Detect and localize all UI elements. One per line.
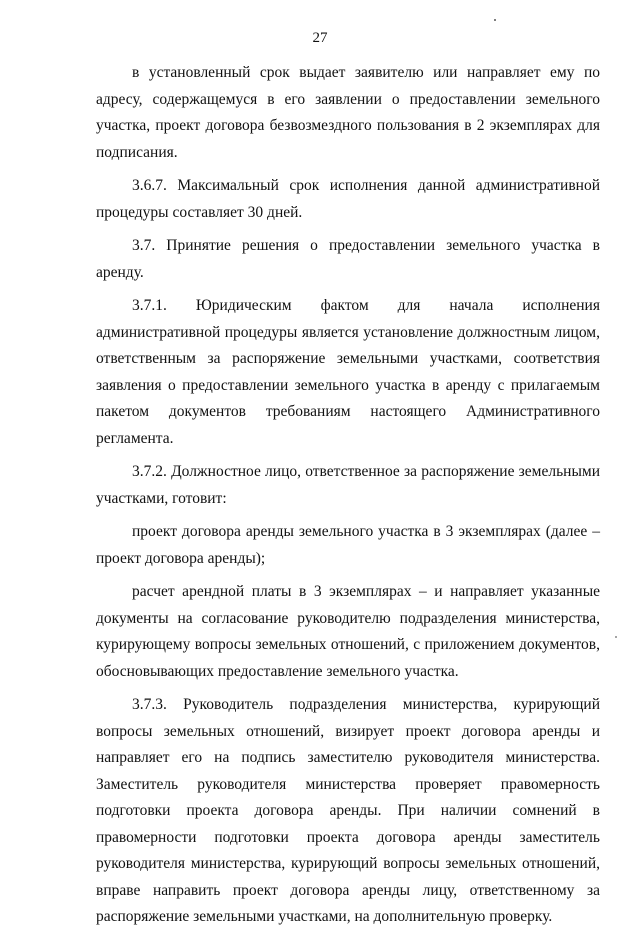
scan-speck (494, 19, 496, 21)
paragraph: 3.7.3. Руководитель подразделения министерства, курирующий вопросы земельных отношений, визирует проект договора аренды и направляет его на подпись заместителю руководителя министерства. Заместитель руководителя министерства проверяет правомерность подготовки проекта договора аренды. При наличии сомнений в правомерности подготовки проекта договора аренды заместитель руководителя министерства, курирующий вопросы земельных отношений, вправе направить проект договора аренды лицу, ответственному за распоряжение земельными участками, на дополнительную проверку. (96, 696, 600, 925)
paragraph: 3.7.1. Юридическим фактом для начала исполнения административной процедуры является установление должностным лицом, ответственным за распоряжение земельными участками, соответствия заявления о предоставлении земельного участка в аренду с прилагаемым пакетом документов требованиям настоящего Административного регламента. (96, 297, 600, 447)
paragraph: расчет арендной платы в 3 экземплярах – и направляет указанные документы на согласование руководителю подразделения министерства, курирующему вопросы земельных отношений, с приложением документов, обосновывающих предоставление земельного участка. (96, 583, 600, 680)
paragraph: в установленный срок выдает заявителю или направляет ему по адресу, содержащемуся в его заявлении о предоставлении земельного участка, проект договора безвозмездного пользования в 2 экземплярах для подписания. (96, 64, 600, 161)
page-number: 27 (312, 30, 328, 46)
document-body (96, 60, 600, 938)
scan-speck (615, 636, 617, 638)
paragraph: проект договора аренды земельного участка в 3 экземплярах (далее – проект договора аренды); (96, 523, 600, 567)
paragraph: 3.7. Принятие решения о предоставлении земельного участка в аренду. (96, 237, 600, 281)
paragraph: 3.6.7. Максимальный срок исполнения данной административной процедуры составляет 30 дней. (96, 177, 600, 221)
paragraph: 3.7.2. Должностное лицо, ответственное за распоряжение земельными участками, готовит: (96, 463, 600, 507)
